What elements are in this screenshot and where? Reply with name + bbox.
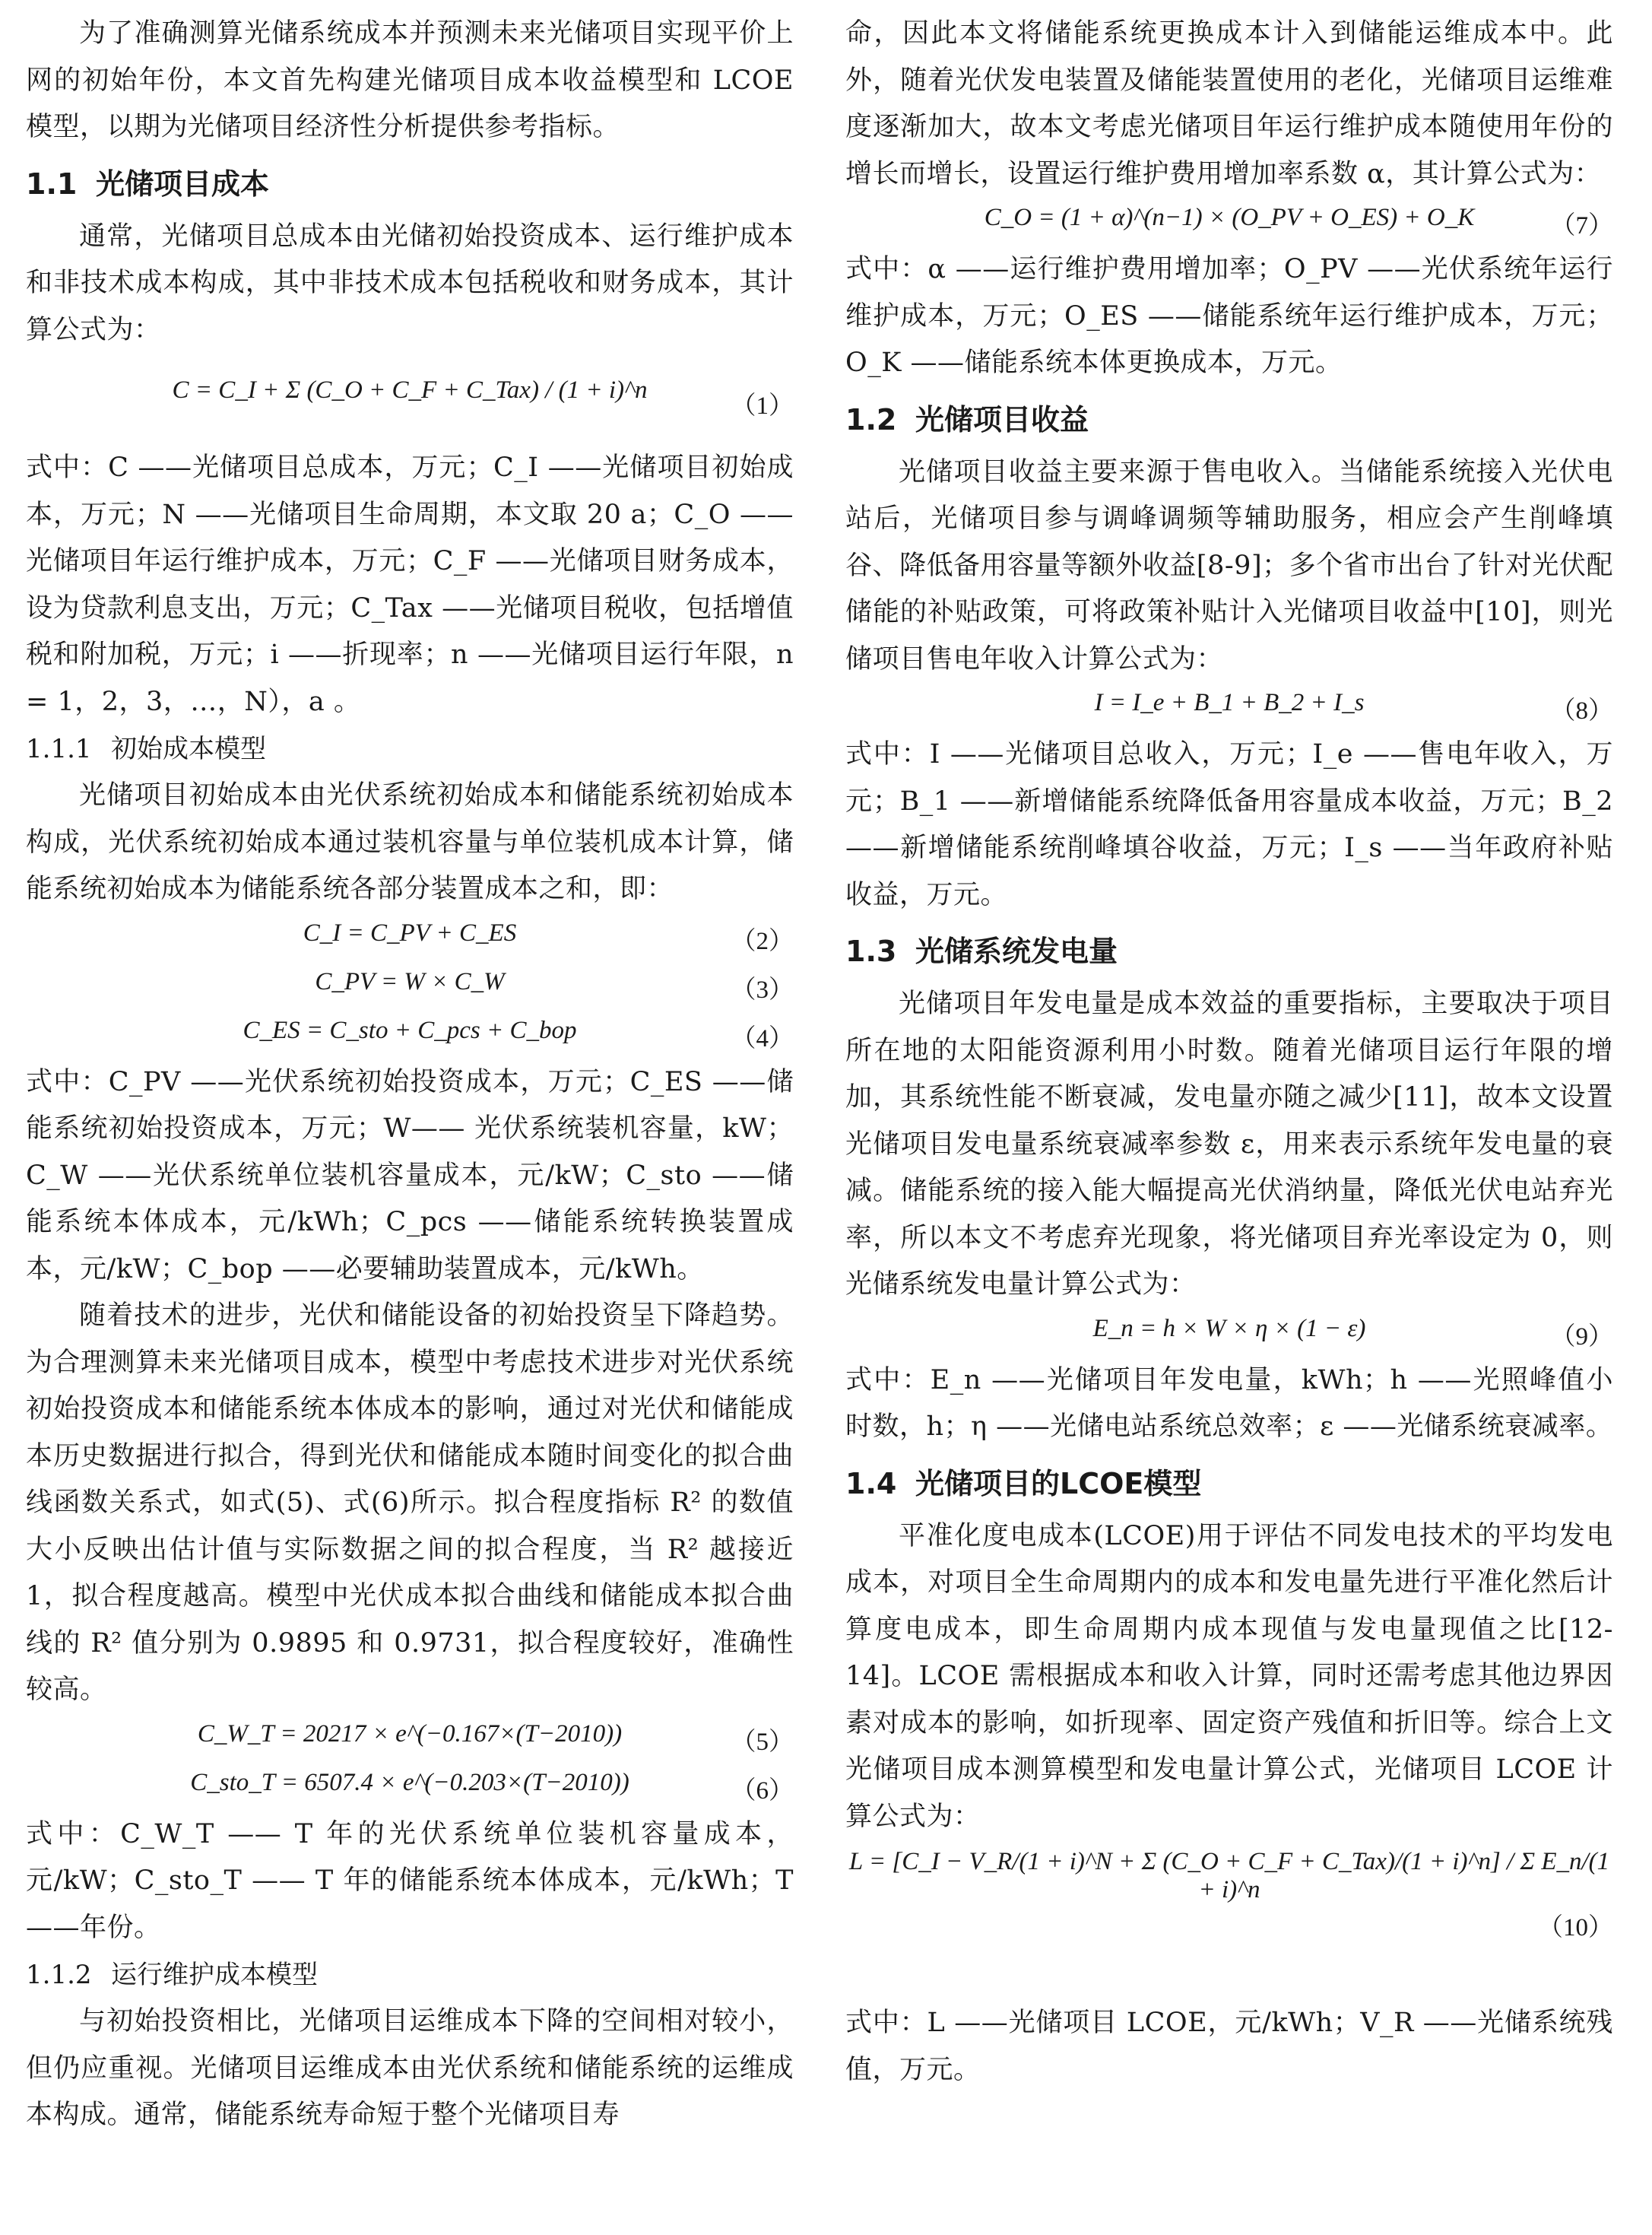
section-heading-1-2 [845, 398, 1613, 442]
definitions-9: 式中：E_n ——光储项目年发电量，kWh；h ——光照峰值小时数，h；η ——光储电站系统总效率；ε ——光储系统衰减率。 [845, 1364, 1613, 1442]
paragraph-1-1: 通常，光储项目总成本由光储初始投资成本、运行维护成本和非技术成本构成，其中非技术成本包括税收和财务成本，其计算公式为： [26, 221, 794, 345]
equation-number: （3） [731, 976, 794, 1004]
paragraph-1-4: 平准化度电成本(LCOE)用于评估不同发电技术的平均发电成本，对项目全生命周期内的成本和发电量先进行平准化然后计算度电成本，即生命周期内成本现值与发电量现值之比[12-14]。LCOE 需根据成本和收入计算，同时还需考虑其他边界因素对成本的影响，如折现率、固定资产残值和折旧等。综合上文光储项目成本测算模型和发电量计算公式，光储项目 LCOE 计算公式为： [845, 1520, 1613, 1832]
paragraph-1-1-2: 与初始投资相比，光储项目运维成本下降的空间相对较小，但仍应重视。光储项目运维成本由光伏系统和储能系统的运维成本构成。通常，储能系统寿命短于整个光储项目寿 [26, 2006, 794, 2130]
equation-body: C_sto_T = 6507.4 × e^(−0.203×(T−2010)) [190, 1768, 629, 1796]
definitions-1: 式中：C ——光储项目总成本，万元；C_I ——光储项目初始成本，万元；N ——光储项目生命周期，本文取 20 a；C_O ——光储项目年运行维护成本，万元；C_F ——光储项目财务成本，设为贷款利息支出，万元；C_Tax ——光储项目税收，包括增值税和附加税，万元；i ——折现率；n ——光储项目运行年限，n = 1，2，3，…，N），a 。 [26, 452, 794, 717]
paragraph-1-3: 光储项目年发电量是成本效益的重要指标，主要取决于项目所在地的太阳能资源利用小时数。随着光储项目运行年限的增加，其系统性能不断衰减，发电量亦随之减少[11]，故本文设置光储项目发电量系统衰减率参数 ε，用来表示系统年发电量的衰减。储能系统的接入能大幅提高光伏消纳量，降低光伏电站弃光率，所以本文不考虑弃光现象，将光储项目弃光率设定为 0，则光储系统发电量计算公式为： [845, 989, 1613, 1300]
subsection-number: 1.1.1 [26, 734, 92, 764]
equation-9 [845, 1309, 1613, 1357]
subsection-title: 初始成本模型 [111, 734, 266, 764]
section-heading-1-4 [845, 1462, 1613, 1506]
equation-body: C = C_I + Σ (C_O + C_F + C_Tax) / (1 + i)^n [172, 376, 648, 404]
definitions-7: 式中：α ——运行维护费用增加率；O_PV ——光伏系统年运行维护成本，万元；O_ES ——储能系统年运行维护成本，万元；O_K ——储能系统本体更换成本，万元。 [845, 254, 1613, 378]
continued-paragraph: 命，因此本文将储能系统更换成本计入到储能运维成本中。此外，随着光伏发电装置及储能装置使用的老化，光储项目运维难度逐渐加大，故本文考虑光储项目年运行维护成本随使用年份的增长而增长，设置运行维护费用增加率系数 α，其计算公式为： [845, 18, 1613, 189]
equation-number: （7） [1550, 212, 1613, 240]
equation-body: I = I_e + B_1 + B_2 + I_s [1094, 689, 1365, 716]
paragraph-tech-progress: 随着技术的进步，光伏和储能设备的初始投资呈下降趋势。为合理测算未来光储项目成本，模型中考虑技术进步对光伏系统初始投资成本和储能系统本体成本的影响，通过对光伏和储能成本历史数据进行拟合，得到光伏和储能成本随时间变化的拟合曲线函数关系式，如式(5)、式(6)所示。拟合程度指标 R² 的数值大小反映出估计值与实际数据之间的拟合程度，当 R² 越接近 1，拟合程度越高。模型中光伏成本拟合曲线和储能成本拟合曲线的 R² 值分别为 0.9895 和 0.9731，拟合程度较好，准确性较高。 [26, 1300, 794, 1705]
subsection-title: 运行维护成本模型 [111, 1960, 318, 1990]
section-number: 1.4 [845, 1466, 897, 1500]
definitions-8: 式中：I ——光储项目总收入，万元；I_e ——售电年收入，万元；B_1 ——新增储能系统降低备用容量成本收益，万元；B_2 ——新增储能系统削峰填谷收益，万元；I_s ——当年政府补贴收益，万元。 [845, 739, 1613, 910]
section-title: 光储项目成本 [96, 167, 270, 201]
section-title: 光储项目的LCOE模型 [915, 1466, 1202, 1500]
subsection-heading-1-1-2 [26, 1953, 794, 1997]
equation-7 [845, 198, 1613, 246]
equation-number: （6） [731, 1776, 794, 1805]
equation-3 [26, 962, 794, 1011]
definitions-2: 式中：C_PV ——光伏系统初始投资成本，万元；C_ES ——储能系统初始投资成本，万元；W—— 光伏系统装机容量，kW；C_W ——光伏系统单位装机容量成本，元/kW；C_sto ——储能系统本体成本，元/kWh；C_pcs ——储能系统转换装置成本，元/kW；C_bop ——必要辅助装置成本，元/kWh。 [26, 1066, 794, 1284]
equation-number: （1） [731, 392, 794, 420]
section-number: 1.3 [845, 935, 897, 968]
subsection-number: 1.1.2 [26, 1960, 92, 1990]
equation-1 [26, 354, 794, 445]
equation-body: C_PV = W × C_W [315, 967, 505, 995]
paragraph-1-2: 光储项目收益主要来源于售电收入。当储能系统接入光伏电站后，光储项目参与调峰调频等辅助服务，相应会产生削峰填谷、降低备用容量等额外收益[8-9]；多个省市出台了针对光伏配储能的补贴政策，可将政策补贴计入光储项目收益中[10]，则光储项目售电年收入计算公式为： [845, 456, 1613, 675]
equation-6 [26, 1763, 794, 1811]
left-column [26, 11, 794, 2139]
equation-10 [845, 1840, 1613, 2000]
equation-body: C_W_T = 20217 × e^(−0.167×(T−2010)) [197, 1719, 623, 1748]
equation-4 [26, 1011, 794, 1059]
equation-number: （2） [731, 927, 794, 955]
section-number: 1.1 [26, 167, 78, 201]
right-column [845, 11, 1613, 2094]
paragraph-1-1-1: 光储项目初始成本由光伏系统初始成本和储能系统初始成本构成，光伏系统初始成本通过装机容量与单位装机成本计算，储能系统初始成本为储能系统各部分装置成本之和，即： [26, 780, 794, 904]
equation-number: （8） [1550, 697, 1613, 725]
subsection-heading-1-1-1 [26, 727, 794, 771]
section-heading-1-3 [845, 929, 1613, 973]
section-heading-1-1 [26, 162, 794, 206]
section-title: 光储系统发电量 [915, 935, 1118, 968]
equation-body: C_ES = C_sto + C_pcs + C_bop [243, 1016, 577, 1044]
equation-body: C_I = C_PV + C_ES [303, 919, 517, 947]
definitions-3: 式中：C_W_T —— T 年的光伏系统单位装机容量成本，元/kW；C_sto_T —— T 年的储能系统本体成本，元/kWh；T ——年份。 [26, 1818, 794, 1943]
equation-body: E_n = h × W × η × (1 − ε) [1092, 1314, 1366, 1342]
section-number: 1.2 [845, 402, 897, 437]
intro-paragraph: 为了准确测算光储系统成本并预测未来光储项目实现平价上网的初始年份，本文首先构建光储项目成本收益模型和 LCOE 模型，以期为光储项目经济性分析提供参考指标。 [26, 18, 794, 142]
equation-5 [26, 1714, 794, 1763]
equation-body: L = [C_I − V_R/(1 + i)^N + Σ (C_O + C_F + C_Tax)/(1 + i)^n] / Σ E_n/(1 + i)^n [848, 1848, 1610, 1903]
equation-body: C_O = (1 + α)^(n−1) × (O_PV + O_ES) + O_K [984, 204, 1475, 231]
definitions-10: 式中：L ——光储项目 LCOE，元/kWh；V_R ——光储系统残值，万元。 [845, 2008, 1613, 2085]
equation-number: （5） [731, 1728, 794, 1756]
equation-number: （4） [731, 1024, 794, 1052]
equation-8 [845, 683, 1613, 732]
equation-2 [26, 913, 794, 962]
section-title: 光储项目收益 [915, 402, 1089, 437]
equation-number: （9） [1550, 1322, 1613, 1351]
equation-number: （10） [1538, 1914, 1613, 1941]
